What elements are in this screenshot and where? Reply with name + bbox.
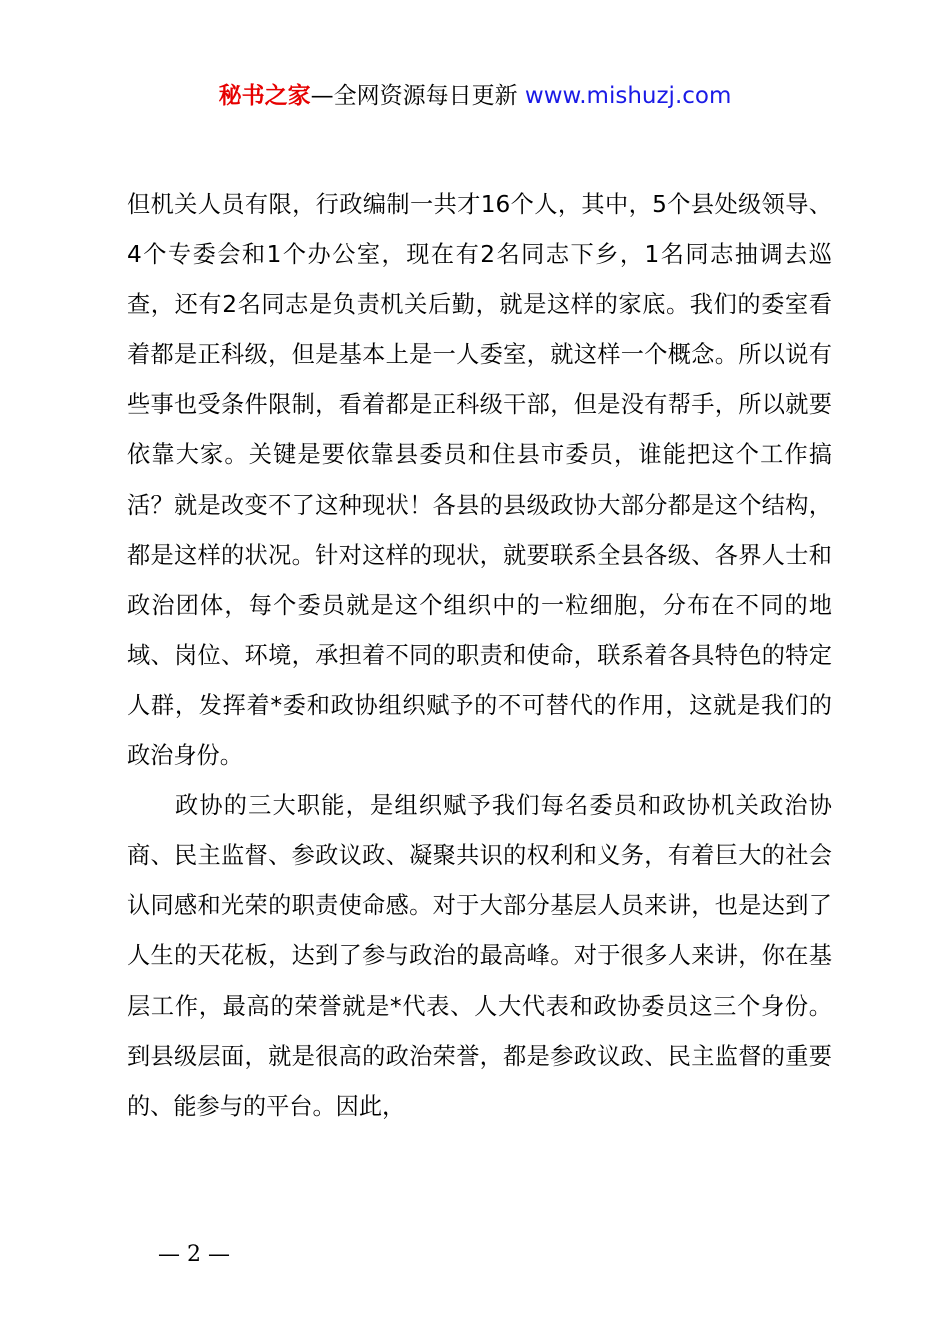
site-tagline: —全网资源每日更新: [310, 83, 518, 109]
document-body: [127, 180, 832, 1132]
site-url-link[interactable]: www.mishuzj.com: [524, 83, 732, 109]
site-brand: 秘书之家: [218, 83, 311, 109]
page-number: — 2 —: [158, 1242, 230, 1267]
paragraph-continued: 但机关人员有限，行政编制一共才16个人，其中，5个县处级领导、4个专委会和1个办公室，现在有2名同志下乡，1名同志抽调去巡查，还有2名同志是负责机关后勤，就是这样的家底。我们的委室看着都是正科级，但是基本上是一人委室，就这样一个概念。所以说有些事也受条件限制，看着都是正科级干部，但是没有帮手，所以就要依靠大家。关键是要依靠县委员和住县市委员，谁能把这个工作搞活？就是改变不了这种现状！各县的县级政协大部分都是这个结构，都是这样的状况。针对这样的现状，就要联系全县各级、各界人士和政治团体，每个委员就是这个组织中的一粒细胞，分布在不同的地域、岗位、环境，承担着不同的职责和使命，联系着各具特色的特定人群，发挥着*委和政协组织赋予的不可替代的作用，这就是我们的政治身份。: [127, 191, 832, 770]
paragraph: 政协的三大职能，是组织赋予我们每名委员和政协机关政治协商、民主监督、参政议政、凝聚共识的权利和义务，有着巨大的社会认同感和光荣的职责使命感。对于大部分基层人员来讲，也是达到了人生的天花板，达到了参与政治的最高峰。对于很多人来讲，你在基层工作，最高的荣誉就是*代表、人大代表和政协委员这三个身份。到县级层面，就是很高的政治荣誉，都是参政议政、民主监督的重要的、能参与的平台。因此，: [127, 792, 832, 1120]
site-header: [0, 78, 950, 114]
